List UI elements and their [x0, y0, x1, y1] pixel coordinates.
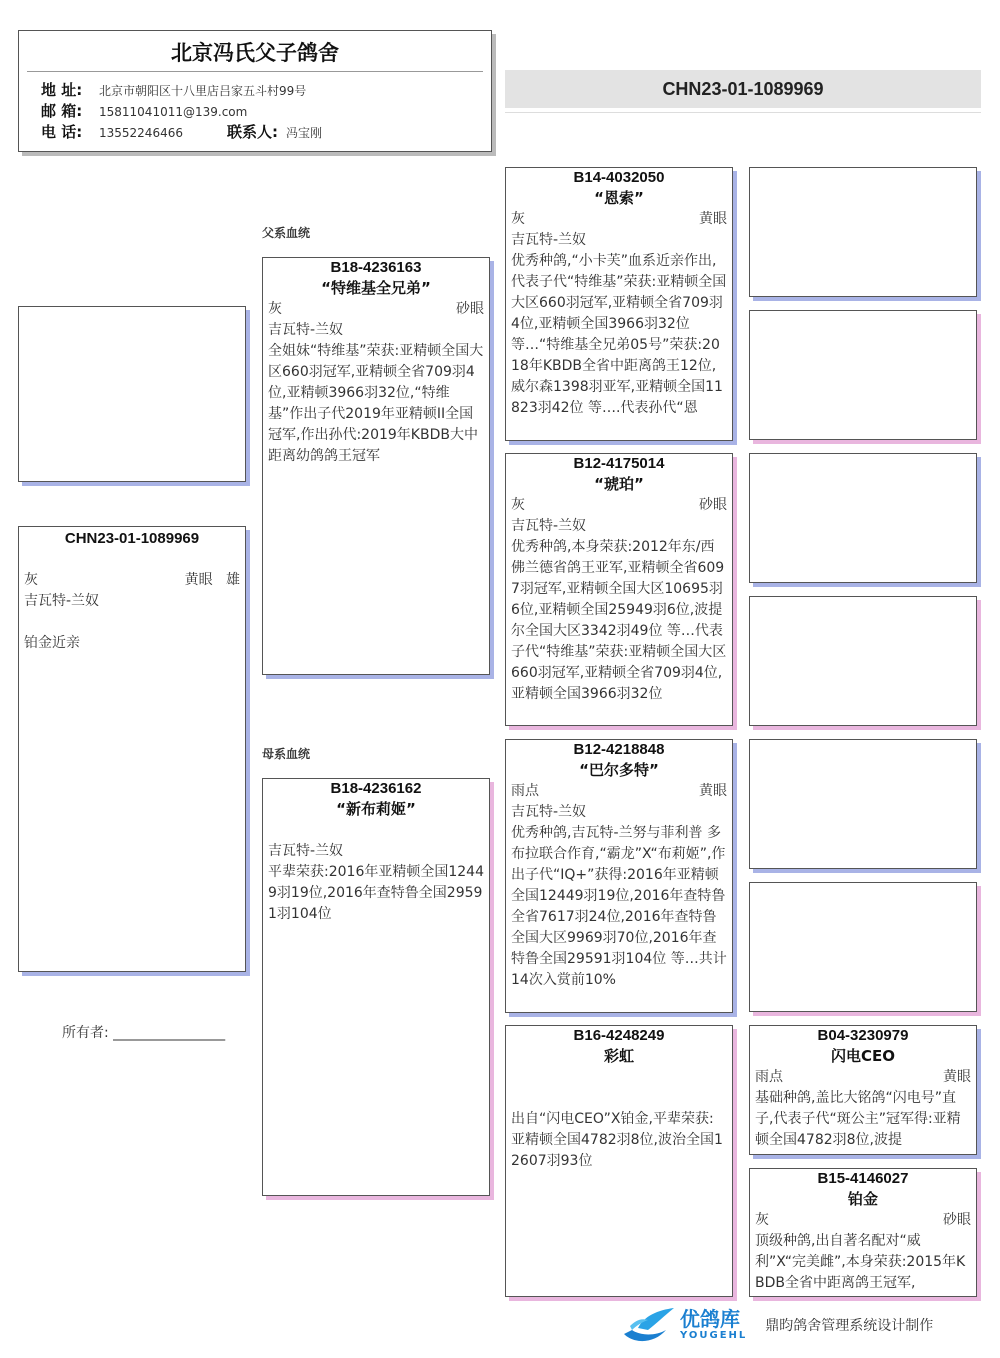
dam-line-label: 母系血统	[262, 747, 311, 761]
subject-sex: 雄	[226, 572, 240, 588]
email-row	[19, 101, 491, 122]
banner-divider	[505, 112, 981, 113]
sire-sire-traits	[506, 209, 732, 230]
owner-blank: ________________	[113, 1025, 226, 1041]
ggp-slot-5	[749, 739, 977, 869]
address-value: 北京市朝阳区十八里店吕家五斗村99号	[99, 84, 307, 98]
dam-desc: 平辈荣获:2016年亚精顿全国12449羽19位,2016年查特鲁全国29591羽104位	[268, 864, 484, 922]
sire-line-label: 父系血统	[262, 226, 311, 240]
footer-branding	[620, 1304, 933, 1346]
ggp-sire-traits	[750, 1067, 976, 1088]
subject-note: 铂金近亲	[24, 635, 80, 651]
ggp-dam-ring: B15-4146027	[817, 1170, 909, 1187]
subject-card	[18, 526, 246, 972]
subject-ring: CHN23-01-1089969	[64, 530, 200, 547]
email-value: 15811041011@139.com	[99, 105, 248, 119]
dam-dam-card	[505, 1025, 733, 1297]
footer-credit: 鼎昀鸽舍管理系统设计制作	[765, 1318, 934, 1334]
sire-color: 灰	[268, 301, 282, 317]
subject-eye-sex	[185, 570, 240, 591]
ggp-dam-color: 灰	[755, 1212, 769, 1228]
subject-strain: 吉瓦特-兰奴	[24, 593, 100, 609]
sire-sire-card	[505, 167, 733, 441]
sire-sire-color: 灰	[511, 211, 525, 227]
top-ring-banner: CHN23-01-1089969	[505, 70, 981, 108]
dam-dam-ring: B16-4248249	[573, 1027, 665, 1044]
loft-title: 北京冯氏父子鸽舍	[171, 41, 339, 65]
ggp-sire-card	[749, 1025, 977, 1155]
ggp-dam-name: 铂金	[847, 1190, 878, 1208]
dam-dam-strain	[506, 1088, 732, 1109]
dam-dam-name: 彩虹	[603, 1047, 634, 1065]
ggp-slot-4	[749, 596, 977, 726]
dam-name: “新布莉姬”	[336, 800, 416, 818]
dam-ring: B18-4236162	[330, 780, 422, 797]
brand-name-en: YOUGEHL	[680, 1330, 748, 1341]
sire-dam-desc: 优秀种鸽,本身荣获:2012年东/西佛兰德省鸽王亚军,亚精顿全省6097羽冠军,亚精顿全国大区10695羽6位,亚精顿全国25949羽6位,波提尔全国大区3342羽49位 等…代表子代“特维基”荣获:亚精顿全国大区660羽冠军,亚精顿全省709羽4位,亚精顿全国3966羽32位	[511, 539, 727, 702]
brand-name: 优鸽库	[680, 1307, 740, 1331]
phone-value: 13552246466	[99, 126, 183, 140]
sire-desc: 全姐妹“特维基”荣获:亚精顿全国大区660羽冠军,亚精顿全省709羽4位,亚精顿3966羽32位,“特维基”作出子代2019年亚精顿II全国冠军,作出孙代:2019年KBDB大中距离幼鸽鸽王冠军	[268, 343, 484, 464]
ggp-sire-color: 雨点	[755, 1069, 783, 1085]
ggp-sire-desc: 基础种鸽,盖比大铭鸽“闪电号”直子,代表子代“斑公主”冠军得:亚精顿全国4782羽8位,波提	[755, 1090, 961, 1148]
ggp-sire-name: 闪电CEO	[830, 1047, 895, 1065]
ggp-dam-card	[749, 1168, 977, 1297]
sire-dam-traits	[506, 495, 732, 516]
contact-label: 联系人:	[226, 123, 278, 141]
phone-label: 电 话:	[41, 123, 83, 141]
sire-eye: 砂眼	[456, 301, 484, 317]
dam-sire-desc: 优秀种鸽,吉瓦特-兰努与菲利普 多布拉联合作育,“霸龙”X“布莉姬”,作出子代“IQ+”获得:2016年亚精顿全国12449羽19位,2016年查特鲁全省7617羽24位,2016年查特鲁全国大区9969羽70位,2016年查特鲁全国29591羽104位 等…共计14次入赏前10%	[511, 825, 727, 988]
phone-row	[19, 122, 491, 143]
dam-sire-eye: 黄眼	[699, 783, 727, 799]
address-row	[19, 80, 491, 101]
subject-traits	[19, 570, 245, 591]
sire-sire-eye: 黄眼	[699, 211, 727, 227]
ggp-slot-3	[749, 453, 977, 583]
owner-label: 所有者:	[62, 1025, 109, 1041]
dam-sire-name: “巴尔多特”	[579, 761, 659, 779]
sire-sire-desc: 优秀种鸽,“小卡芙”血系近亲作出,代表子代“特维基”荣获:亚精顿全国大区660羽冠军,亚精顿全省709羽4位,亚精顿全国3966羽32位 等…“特维基全兄弟05号”荣获:2018年KBDB全省中距离鸽王12位,威尔森1398羽亚军,亚精顿全国11823羽42位 等….代表孙代“恩	[511, 253, 727, 416]
brand-block	[680, 1308, 747, 1342]
pigeon-logo-icon	[620, 1304, 676, 1346]
email-label: 邮 箱:	[41, 102, 83, 120]
ggp-slot-6	[749, 882, 977, 1012]
ggp-dam-eye: 砂眼	[943, 1212, 971, 1228]
dam-card	[262, 778, 490, 1196]
sire-name: “特维基全兄弟”	[321, 279, 431, 297]
ggp-sire-ring: B04-3230979	[817, 1027, 909, 1044]
address-label: 地 址:	[41, 81, 83, 99]
dam-sire-strain: 吉瓦特-兰奴	[511, 804, 587, 820]
sire-ring: B18-4236163	[330, 259, 422, 276]
sire-traits	[263, 299, 489, 320]
owner-line	[62, 1022, 225, 1042]
dam-strain: 吉瓦特-兰奴	[268, 843, 344, 859]
sire-dam-eye: 砂眼	[699, 497, 727, 513]
contact-value: 冯宝刚	[285, 126, 322, 140]
ggp-dam-desc: 顶级种鸽,出自著名配对“威利”X“完美雌”,本身荣获:2015年KBDB全省中距离鸽王冠军,	[755, 1233, 966, 1291]
header-divider	[27, 71, 483, 72]
ggp-slot-1	[749, 167, 977, 297]
dam-dam-traits	[506, 1067, 732, 1088]
sire-card	[262, 257, 490, 675]
loft-header	[18, 30, 492, 152]
sire-sire-strain: 吉瓦特-兰奴	[511, 232, 587, 248]
dam-dam-desc: 出自“闪电CEO”X铂金,平辈荣获:亚精顿全国4782羽8位,波治全国12607羽93位	[511, 1111, 723, 1169]
dam-sire-color: 雨点	[511, 783, 539, 799]
sire-sire-name: “恩索”	[594, 189, 644, 207]
ggp-sire-eye: 黄眼	[943, 1069, 971, 1085]
dam-traits	[263, 820, 489, 841]
sire-dam-card	[505, 453, 733, 726]
sire-dam-name: “琥珀”	[594, 475, 644, 493]
sire-sire-ring: B14-4032050	[573, 169, 665, 186]
photo-placeholder	[18, 306, 246, 482]
ggp-dam-traits	[750, 1210, 976, 1231]
sire-dam-strain: 吉瓦特-兰奴	[511, 518, 587, 534]
sire-strain: 吉瓦特-兰奴	[268, 322, 344, 338]
subject-eye: 黄眼	[184, 572, 213, 588]
sire-dam-color: 灰	[511, 497, 525, 513]
dam-sire-traits	[506, 781, 732, 802]
ggp-slot-2	[749, 310, 977, 440]
sire-dam-ring: B12-4175014	[573, 455, 665, 472]
subject-color: 灰	[24, 572, 38, 588]
dam-sire-card	[505, 739, 733, 1013]
dam-sire-ring: B12-4218848	[573, 741, 665, 758]
